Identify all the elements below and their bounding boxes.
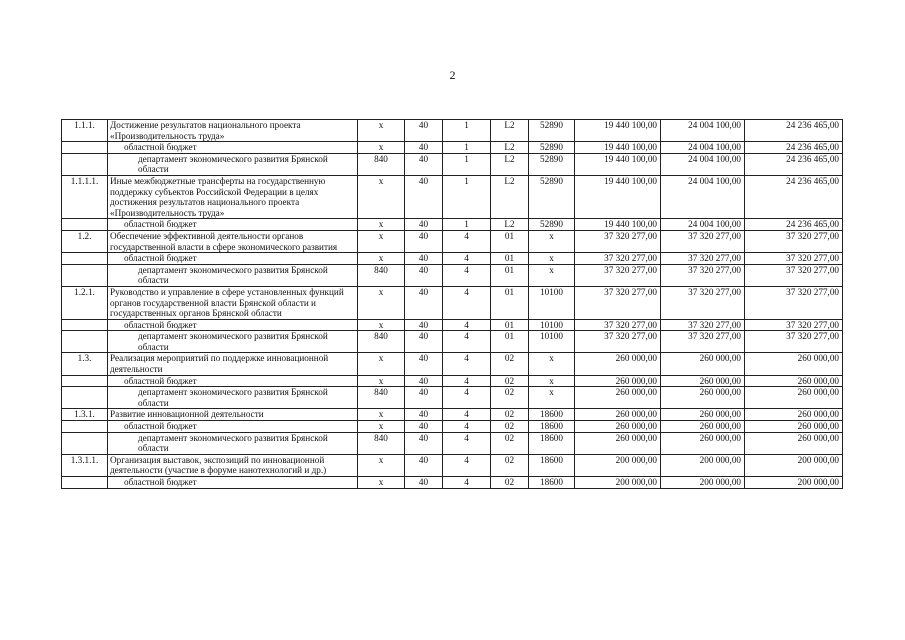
direction-code-cell: 02: [491, 353, 529, 375]
subprogram-code-cell: 4: [443, 331, 491, 353]
program-code-cell: 40: [405, 421, 443, 433]
expense-code-cell: 52890: [529, 142, 575, 154]
amount-year3-cell: 260 000,00: [745, 432, 843, 454]
admin-code-cell: х: [358, 142, 405, 154]
program-code-cell: 40: [405, 319, 443, 331]
row-number-cell: [62, 375, 108, 387]
expense-code-cell: 52890: [529, 120, 575, 142]
table-row: [62, 409, 843, 421]
item-name-cell: Обеспечение эффективной деятельности органов государственной власти в сфере экономического развития: [108, 230, 358, 252]
admin-code-cell: х: [358, 375, 405, 387]
expense-code-cell: х: [529, 353, 575, 375]
amount-year1-cell: 19 440 100,00: [575, 219, 661, 231]
amount-year1-cell: 37 320 277,00: [575, 230, 661, 252]
expense-code-cell: 10100: [529, 286, 575, 319]
item-name-cell: областной бюджет: [108, 319, 358, 331]
amount-year2-cell: 200 000,00: [661, 454, 745, 476]
item-name-cell: Реализация мероприятий по поддержке инновационной деятельности: [108, 353, 358, 375]
table-row: [62, 375, 843, 387]
table-body: [62, 120, 843, 489]
amount-year3-cell: 24 236 465,00: [745, 175, 843, 218]
table-row: [62, 264, 843, 286]
row-number-cell: 1.3.: [62, 353, 108, 375]
amount-year2-cell: 200 000,00: [661, 477, 745, 489]
table-row: [62, 230, 843, 252]
item-name-cell: областной бюджет: [108, 142, 358, 154]
amount-year3-cell: 37 320 277,00: [745, 319, 843, 331]
page-number: 2: [449, 68, 456, 82]
direction-code-cell: L2: [491, 219, 529, 231]
amount-year2-cell: 24 004 100,00: [661, 142, 745, 154]
row-number-cell: [62, 219, 108, 231]
admin-code-cell: 840: [358, 331, 405, 353]
row-number-cell: [62, 142, 108, 154]
item-name-cell: департамент экономического развития Брянской области: [108, 264, 358, 286]
item-name-cell: областной бюджет: [108, 375, 358, 387]
direction-code-cell: 01: [491, 331, 529, 353]
subprogram-code-cell: 4: [443, 353, 491, 375]
amount-year3-cell: 37 320 277,00: [745, 253, 843, 265]
subprogram-code-cell: 4: [443, 454, 491, 476]
amount-year2-cell: 24 004 100,00: [661, 219, 745, 231]
subprogram-code-cell: 1: [443, 175, 491, 218]
subprogram-code-cell: 4: [443, 421, 491, 433]
table-row: [62, 153, 843, 175]
subprogram-code-cell: 1: [443, 153, 491, 175]
row-number-cell: 1.2.1.: [62, 286, 108, 319]
direction-code-cell: 01: [491, 264, 529, 286]
amount-year1-cell: 37 320 277,00: [575, 253, 661, 265]
item-name-cell: департамент экономического развития Брянской области: [108, 387, 358, 409]
row-number-cell: 1.2.: [62, 230, 108, 252]
amount-year3-cell: 37 320 277,00: [745, 230, 843, 252]
program-code-cell: 40: [405, 286, 443, 319]
budget-table: [61, 119, 843, 489]
subprogram-code-cell: 4: [443, 387, 491, 409]
admin-code-cell: х: [358, 253, 405, 265]
item-name-cell: Организация выставок, экспозиций по инновационной деятельности (участие в форуме нанотехнологий и др.): [108, 454, 358, 476]
subprogram-code-cell: 4: [443, 409, 491, 421]
table-row: [62, 253, 843, 265]
expense-code-cell: х: [529, 230, 575, 252]
amount-year2-cell: 24 004 100,00: [661, 120, 745, 142]
amount-year3-cell: 260 000,00: [745, 387, 843, 409]
admin-code-cell: х: [358, 319, 405, 331]
direction-code-cell: 02: [491, 477, 529, 489]
item-name-cell: Руководство и управление в сфере установленных функций органов государственной власти Брянской области и государственных органов Брянской области: [108, 286, 358, 319]
amount-year2-cell: 260 000,00: [661, 387, 745, 409]
table-row: [62, 353, 843, 375]
amount-year1-cell: 37 320 277,00: [575, 319, 661, 331]
program-code-cell: 40: [405, 253, 443, 265]
amount-year3-cell: 24 236 465,00: [745, 153, 843, 175]
direction-code-cell: L2: [491, 175, 529, 218]
table-row: [62, 319, 843, 331]
row-number-cell: 1.3.1.1.: [62, 454, 108, 476]
expense-code-cell: 18600: [529, 477, 575, 489]
table-row: [62, 142, 843, 154]
row-number-cell: [62, 153, 108, 175]
admin-code-cell: х: [358, 175, 405, 218]
row-number-cell: 1.1.1.1.: [62, 175, 108, 218]
amount-year1-cell: 260 000,00: [575, 409, 661, 421]
admin-code-cell: 840: [358, 432, 405, 454]
amount-year2-cell: 37 320 277,00: [661, 331, 745, 353]
row-number-cell: [62, 387, 108, 409]
program-code-cell: 40: [405, 142, 443, 154]
expense-code-cell: х: [529, 375, 575, 387]
subprogram-code-cell: 1: [443, 120, 491, 142]
row-number-cell: [62, 477, 108, 489]
amount-year3-cell: 200 000,00: [745, 477, 843, 489]
row-number-cell: [62, 432, 108, 454]
direction-code-cell: 02: [491, 409, 529, 421]
subprogram-code-cell: 4: [443, 477, 491, 489]
subprogram-code-cell: 4: [443, 286, 491, 319]
table-row: [62, 387, 843, 409]
table-row: [62, 477, 843, 489]
item-name-cell: областной бюджет: [108, 421, 358, 433]
amount-year3-cell: 260 000,00: [745, 421, 843, 433]
admin-code-cell: 840: [358, 264, 405, 286]
item-name-cell: департамент экономического развития Брянской области: [108, 432, 358, 454]
amount-year1-cell: 260 000,00: [575, 387, 661, 409]
expense-code-cell: 10100: [529, 319, 575, 331]
direction-code-cell: 02: [491, 454, 529, 476]
program-code-cell: 40: [405, 454, 443, 476]
program-code-cell: 40: [405, 331, 443, 353]
row-number-cell: [62, 319, 108, 331]
admin-code-cell: х: [358, 454, 405, 476]
direction-code-cell: 02: [491, 375, 529, 387]
admin-code-cell: х: [358, 120, 405, 142]
amount-year3-cell: 37 320 277,00: [745, 331, 843, 353]
direction-code-cell: 02: [491, 421, 529, 433]
table-row: [62, 120, 843, 142]
program-code-cell: 40: [405, 409, 443, 421]
amount-year3-cell: 24 236 465,00: [745, 142, 843, 154]
program-code-cell: 40: [405, 375, 443, 387]
direction-code-cell: L2: [491, 153, 529, 175]
expense-code-cell: х: [529, 264, 575, 286]
expense-code-cell: 52890: [529, 175, 575, 218]
amount-year1-cell: 200 000,00: [575, 477, 661, 489]
admin-code-cell: х: [358, 230, 405, 252]
item-name-cell: департамент экономического развития Брянской области: [108, 153, 358, 175]
table-row: [62, 286, 843, 319]
expense-code-cell: 52890: [529, 219, 575, 231]
amount-year3-cell: 260 000,00: [745, 409, 843, 421]
admin-code-cell: х: [358, 409, 405, 421]
row-number-cell: [62, 331, 108, 353]
expense-code-cell: 52890: [529, 153, 575, 175]
program-code-cell: 40: [405, 477, 443, 489]
expense-code-cell: 18600: [529, 409, 575, 421]
amount-year3-cell: 200 000,00: [745, 454, 843, 476]
row-number-cell: [62, 264, 108, 286]
admin-code-cell: х: [358, 353, 405, 375]
amount-year1-cell: 19 440 100,00: [575, 153, 661, 175]
subprogram-code-cell: 4: [443, 230, 491, 252]
table-row: [62, 454, 843, 476]
expense-code-cell: 18600: [529, 432, 575, 454]
amount-year3-cell: 260 000,00: [745, 353, 843, 375]
admin-code-cell: х: [358, 421, 405, 433]
admin-code-cell: 840: [358, 153, 405, 175]
program-code-cell: 40: [405, 353, 443, 375]
program-code-cell: 40: [405, 230, 443, 252]
amount-year2-cell: 260 000,00: [661, 421, 745, 433]
expense-code-cell: 18600: [529, 421, 575, 433]
direction-code-cell: 01: [491, 319, 529, 331]
amount-year2-cell: 37 320 277,00: [661, 253, 745, 265]
subprogram-code-cell: 4: [443, 253, 491, 265]
amount-year2-cell: 260 000,00: [661, 375, 745, 387]
item-name-cell: департамент экономического развития Брянской области: [108, 331, 358, 353]
amount-year2-cell: 37 320 277,00: [661, 286, 745, 319]
row-number-cell: 1.3.1.: [62, 409, 108, 421]
expense-code-cell: х: [529, 253, 575, 265]
subprogram-code-cell: 4: [443, 375, 491, 387]
admin-code-cell: х: [358, 477, 405, 489]
table-row: [62, 331, 843, 353]
amount-year1-cell: 200 000,00: [575, 454, 661, 476]
program-code-cell: 40: [405, 175, 443, 218]
amount-year1-cell: 37 320 277,00: [575, 264, 661, 286]
direction-code-cell: 01: [491, 286, 529, 319]
amount-year2-cell: 260 000,00: [661, 353, 745, 375]
expense-code-cell: 18600: [529, 454, 575, 476]
direction-code-cell: L2: [491, 120, 529, 142]
amount-year3-cell: 37 320 277,00: [745, 286, 843, 319]
table-row: [62, 432, 843, 454]
amount-year1-cell: 260 000,00: [575, 353, 661, 375]
amount-year2-cell: 37 320 277,00: [661, 230, 745, 252]
direction-code-cell: L2: [491, 142, 529, 154]
subprogram-code-cell: 1: [443, 219, 491, 231]
row-number-cell: [62, 421, 108, 433]
subprogram-code-cell: 1: [443, 142, 491, 154]
admin-code-cell: х: [358, 286, 405, 319]
row-number-cell: [62, 253, 108, 265]
item-name-cell: Развитие инновационной деятельности: [108, 409, 358, 421]
program-code-cell: 40: [405, 387, 443, 409]
amount-year1-cell: 260 000,00: [575, 375, 661, 387]
item-name-cell: Достижение результатов национального проекта «Производительность труда»: [108, 120, 358, 142]
amount-year1-cell: 19 440 100,00: [575, 120, 661, 142]
direction-code-cell: 02: [491, 387, 529, 409]
table-row: [62, 175, 843, 218]
subprogram-code-cell: 4: [443, 264, 491, 286]
program-code-cell: 40: [405, 120, 443, 142]
program-code-cell: 40: [405, 264, 443, 286]
item-name-cell: областной бюджет: [108, 253, 358, 265]
item-name-cell: областной бюджет: [108, 477, 358, 489]
amount-year3-cell: 24 236 465,00: [745, 219, 843, 231]
subprogram-code-cell: 4: [443, 432, 491, 454]
amount-year2-cell: 24 004 100,00: [661, 153, 745, 175]
table-row: [62, 219, 843, 231]
table-row: [62, 421, 843, 433]
direction-code-cell: 01: [491, 230, 529, 252]
direction-code-cell: 02: [491, 432, 529, 454]
amount-year1-cell: 260 000,00: [575, 421, 661, 433]
admin-code-cell: 840: [358, 387, 405, 409]
amount-year1-cell: 19 440 100,00: [575, 175, 661, 218]
program-code-cell: 40: [405, 219, 443, 231]
amount-year3-cell: 24 236 465,00: [745, 120, 843, 142]
item-name-cell: областной бюджет: [108, 219, 358, 231]
direction-code-cell: 01: [491, 253, 529, 265]
amount-year2-cell: 37 320 277,00: [661, 264, 745, 286]
program-code-cell: 40: [405, 432, 443, 454]
row-number-cell: 1.1.1.: [62, 120, 108, 142]
amount-year2-cell: 260 000,00: [661, 409, 745, 421]
amount-year3-cell: 37 320 277,00: [745, 264, 843, 286]
amount-year3-cell: 260 000,00: [745, 375, 843, 387]
amount-year2-cell: 260 000,00: [661, 432, 745, 454]
amount-year1-cell: 37 320 277,00: [575, 286, 661, 319]
expense-code-cell: х: [529, 387, 575, 409]
program-code-cell: 40: [405, 153, 443, 175]
amount-year1-cell: 37 320 277,00: [575, 331, 661, 353]
expense-code-cell: 10100: [529, 331, 575, 353]
amount-year2-cell: 37 320 277,00: [661, 319, 745, 331]
item-name-cell: Иные межбюджетные трансферты на государственную поддержку субъектов Российской Федерации в целях достижения результатов национального проекта «Производительность труда»: [108, 175, 358, 218]
amount-year1-cell: 260 000,00: [575, 432, 661, 454]
admin-code-cell: х: [358, 219, 405, 231]
amount-year1-cell: 19 440 100,00: [575, 142, 661, 154]
amount-year2-cell: 24 004 100,00: [661, 175, 745, 218]
subprogram-code-cell: 4: [443, 319, 491, 331]
